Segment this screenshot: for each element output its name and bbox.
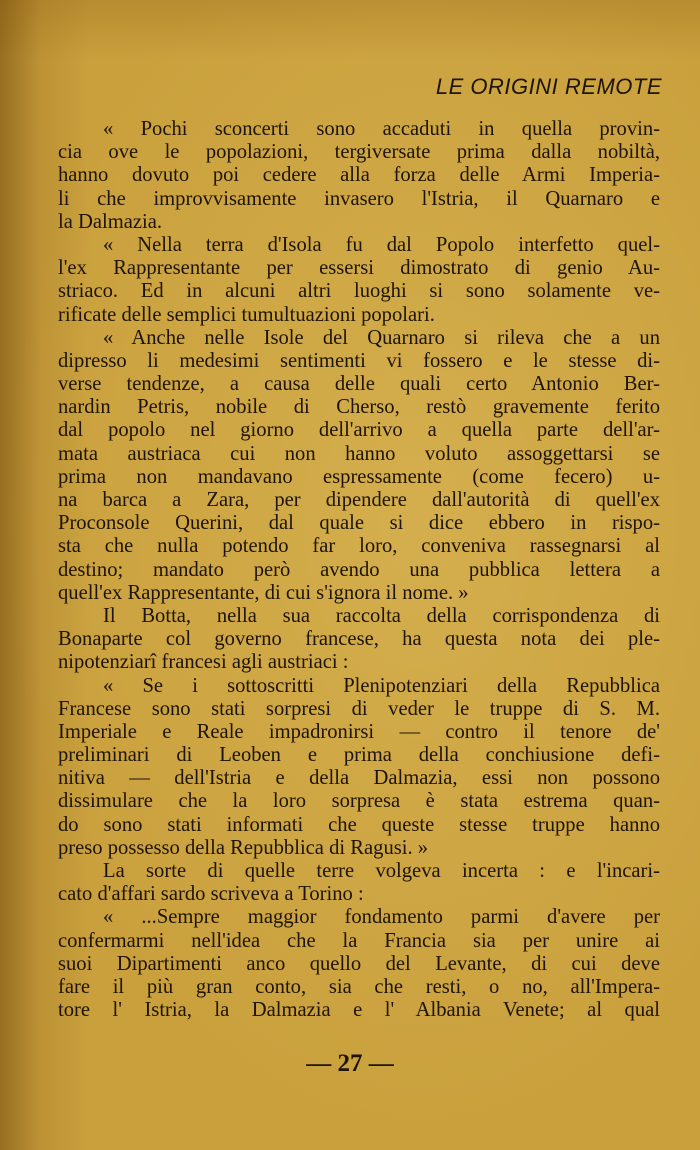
text-line: preliminari di Leoben e prima della conchiusione defi- [58,744,660,767]
text-line: na barca a Zara, per dipendere dall'autorità di quell'ex [58,489,660,511]
text-line: nardin Petris, nobile di Cherso, restò gravemente ferito [58,396,660,419]
text-line: dipresso li medesimi sentimenti vi fossero e le stesse di- [58,349,660,372]
running-head: LE ORIGINI REMOTE [435,74,662,99]
text-line: La sorte di quelle terre volgeva incerta : e l'incari- [103,860,660,882]
page-number: — 27 — [306,1050,394,1077]
text-line: li che improvvisamente invasero l'Istria, il Quarnaro e [58,187,660,210]
text-line: suoi Dipartimenti anco quello del Levante, di cui deve [58,952,660,975]
text-line: cia ove le popolazioni, tergiversate prima dalla nobiltà, [58,141,660,164]
text-line: sta che nulla potendo far loro, conveniva rassegnarsi al [58,535,660,558]
text-line: Il Botta, nella sua raccolta della corrispondenza di [103,604,660,627]
text-line: confermarmi nell'idea che la Francia sia per unire ai [58,929,660,952]
text-line: fare il più gran conto, sia che resti, o no, all'Impera- [58,975,660,998]
text-line: rificate delle semplici tumultuazioni popolari. [58,303,435,326]
text-line: prima non mandavano espressamente (come fecero) u- [58,465,660,488]
body-text [58,118,660,1022]
text-line: « Se i sottoscritti Plenipotenziari della Repubblica [103,674,660,697]
text-line: dissimulare che la loro sorpresa è stata estrema quan- [58,790,660,813]
text-line: mata austriaca cui non hanno voluto assoggettarsi se [58,442,660,465]
text-line: la Dalmazia. [58,210,163,233]
text-line: « Pochi sconcerti sono accaduti in quella provin- [103,118,660,140]
text-line: « ...Sempre maggior fondamento parmi d'avere per [103,906,660,929]
text-line: cato d'affari sardo scriveva a Torino : [58,883,364,906]
text-line: quell'ex Rappresentante, di cui s'ignora il nome. » [58,581,469,604]
text-line: « Anche nelle Isole del Quarnaro si rileva che a un [103,326,660,349]
text-line: tore l' Istria, la Dalmazia e l' Albania Venete; al qual [58,999,660,1022]
text-line: striaco. Ed in alcuni altri luoghi si sono solamente ve- [58,280,660,303]
text-line: Imperiale e Reale impadronirsi — contro il tenore de' [58,720,660,743]
text-line: dal popolo nel giorno dell'arrivo a quella parte dell'ar- [58,419,660,442]
text-line: nitiva — dell'Istria e della Dalmazia, essi non possono [58,767,660,790]
text-line: preso possesso della Repubblica di Ragusi. » [58,836,429,859]
text-line: do sono stati informati che queste stesse truppe hanno [58,813,660,836]
text-line: hanno dovuto poi cedere alla forza delle Armi Imperia- [58,164,660,187]
text-line: Proconsole Querini, dal quale si dice ebbero in rispo- [58,512,660,535]
text-line: destino; mandato però avendo una pubblica lettera a [58,558,660,581]
text-line: Bonaparte col governo francese, ha questa nota dei ple- [58,628,660,651]
text-line: Francese sono stati sorpresi di veder le truppe di S. M. [58,697,660,720]
text-line: verse tendenze, a causa delle quali certo Antonio Ber- [58,373,660,396]
text-line: « Nella terra d'Isola fu dal Popolo interfetto quel- [103,233,660,256]
text-line: l'ex Rappresentante per essersi dimostrato di genio Au- [58,257,660,280]
text-line: nipotenziarî francesi agli austriaci : [58,651,349,674]
